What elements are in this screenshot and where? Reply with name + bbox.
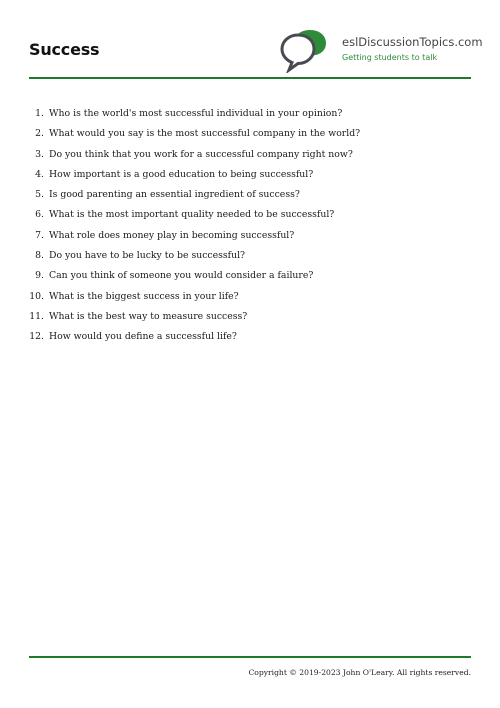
page-title: Success	[29, 40, 100, 59]
list-item	[29, 327, 474, 347]
list-item	[29, 205, 474, 225]
question-text: Do you have to be lucky to be successful?	[49, 250, 246, 262]
question-number: 6.	[35, 209, 44, 221]
list-item	[29, 246, 474, 266]
question-text: What is the biggest success in your life?	[49, 290, 239, 302]
question-number: 5.	[35, 189, 44, 201]
site-logo	[280, 27, 483, 73]
question-number: 4.	[35, 168, 44, 180]
list-item	[29, 124, 474, 144]
question-number: 12.	[29, 331, 44, 343]
list-item	[29, 145, 474, 165]
list-item	[29, 185, 474, 205]
header-divider	[29, 77, 471, 79]
logo-site-name: eslDiscussionTopics.com	[342, 35, 483, 49]
question-list	[29, 104, 474, 348]
question-text: What role does money play in becoming successful?	[49, 229, 295, 241]
question-text: How important is a good education to being successful?	[49, 168, 314, 180]
question-text: How would you define a successful life?	[49, 331, 237, 343]
list-item	[29, 104, 474, 124]
question-text: Who is the world's most successful individual in your opinion?	[49, 108, 343, 119]
question-number: 1.	[35, 108, 44, 119]
list-item	[29, 266, 474, 286]
question-number: 7.	[35, 229, 44, 241]
question-text: Is good parenting an essential ingredient of success?	[49, 189, 300, 201]
question-number: 11.	[29, 310, 44, 322]
list-item	[29, 287, 474, 307]
copyright-notice: Copyright © 2019-2023 John O'Leary. All rights reserved.	[248, 668, 471, 677]
speech-bubbles-icon	[280, 27, 342, 73]
question-number: 10.	[29, 290, 44, 302]
question-text: What would you say is the most successful company in the world?	[49, 128, 361, 140]
question-number: 3.	[35, 148, 44, 160]
list-item	[29, 165, 474, 185]
footer-divider	[29, 656, 471, 658]
question-number: 8.	[35, 250, 44, 262]
question-number: 9.	[35, 270, 44, 282]
question-text: Can you think of someone you would consider a failure?	[49, 270, 314, 282]
list-item	[29, 226, 474, 246]
question-text: What is the best way to measure success?	[49, 310, 248, 322]
question-text: What is the most important quality needed to be successful?	[49, 209, 335, 221]
question-text: Do you think that you work for a successful company right now?	[49, 148, 353, 160]
list-item	[29, 307, 474, 327]
logo-tagline: Getting students to talk	[342, 53, 438, 62]
question-number: 2.	[35, 128, 44, 140]
